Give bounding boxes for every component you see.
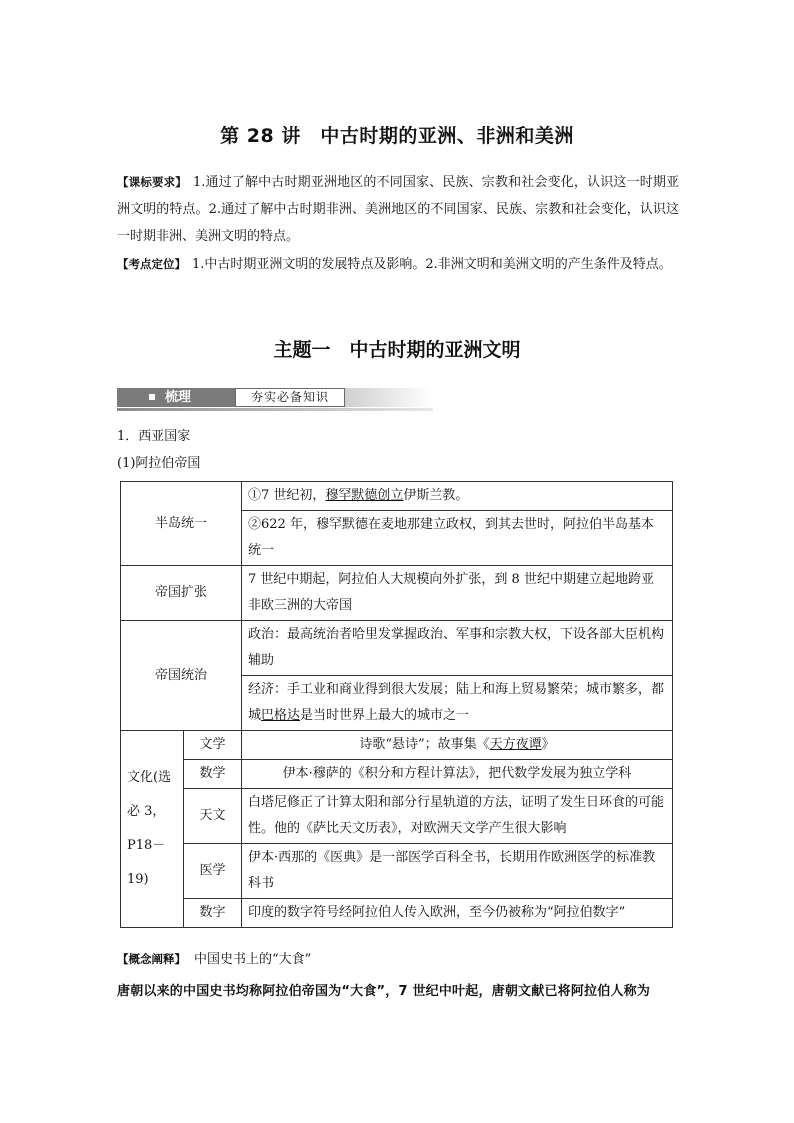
culture-field: 天文	[184, 789, 242, 844]
banner-fade	[345, 388, 433, 407]
concept-text: 中国史书上的“大食”	[194, 952, 312, 967]
culture-field: 数学	[184, 760, 242, 789]
square-bullet-icon	[149, 394, 155, 400]
table-row	[121, 899, 673, 928]
culture-field: 文学	[184, 731, 242, 760]
curriculum-text: 1.通过了解中古时期亚洲地区的不同国家、民族、宗教和社会变化，认识这一时期亚洲文明的特点。2.通过了解中古时期非洲、美洲地区的不同国家、民族、宗教和社会变化，认识这一时期非洲、美洲文明的特点。	[117, 175, 680, 244]
medicine-text: 伊本·西那的《医典》是一部医学百科全书，长期用作欧洲医学的标准教科书	[242, 844, 673, 899]
body-text: 唐朝以来的中国史书均称阿拉伯帝国为“大食”，7 世纪中叶起，唐朝文献已将阿拉伯人称为	[117, 984, 651, 999]
section-banner	[117, 386, 433, 412]
banner-rule	[117, 408, 433, 411]
exam-positioning-tag: 【考点定位】	[117, 257, 186, 271]
row-label-rule: 帝国统治	[121, 621, 242, 731]
curriculum-requirements	[117, 169, 679, 250]
economy-text: 经济：手工业和商业得到很大发展；陆上和海上贸易繁荣；城市繁多，都城巴格达是当时世界上最大的城市之一	[242, 676, 673, 731]
table-row	[121, 621, 673, 676]
literature-text: 诗歌“悬诗”；故事集《天方夜谭》	[242, 731, 673, 760]
expansion-text: 7 世纪中期起，阿拉伯人大规模向外扩张，到 8 世纪中期建立起地跨亚非欧三洲的大帝国	[242, 566, 673, 621]
culture-field: 医学	[184, 844, 242, 899]
table-row	[121, 482, 673, 511]
math-text: 伊本·穆萨的《积分和方程计算法》，把代数学发展为独立学科	[242, 760, 673, 789]
section-heading: 1．西亚国家	[117, 429, 191, 444]
exam-positioning-text: 1.中古时期亚洲文明的发展特点及影响。2.非洲文明和美洲文明的产生条件及特点。	[192, 257, 672, 272]
table-row	[121, 731, 673, 760]
unify-2: ②622 年，穆罕默德在麦地那建立政权，到其去世时，阿拉伯半岛基本统一	[242, 511, 673, 566]
row-label-unify: 半岛统一	[121, 482, 242, 566]
table-row	[121, 789, 673, 844]
concept-tag: 【概念阐释】	[117, 952, 186, 966]
topic-title: 主题一 中古时期的亚洲文明	[273, 339, 521, 361]
table-row	[121, 566, 673, 621]
politics-text: 政治：最高统治者哈里发掌握政治、军事和宗教大权，下设各部大臣机构辅助	[242, 621, 673, 676]
banner-subtitle: 夯实必备知识	[235, 388, 345, 407]
table-row	[121, 760, 673, 789]
table-row	[121, 844, 673, 899]
arab-empire-table	[120, 481, 673, 928]
row-label-culture: 文化(选必 3，P18－19)	[121, 731, 184, 928]
culture-field: 数字	[184, 899, 242, 928]
exam-positioning	[117, 251, 679, 278]
subsection-heading: (1)阿拉伯帝国	[117, 456, 201, 471]
curriculum-tag: 【课标要求】	[117, 175, 187, 189]
row-label-expansion: 帝国扩张	[121, 566, 242, 621]
numerals-text: 印度的数字符号经阿拉伯人传入欧洲，至今仍被称为“阿拉伯数字”	[242, 899, 673, 928]
banner-label: 梳理	[117, 388, 235, 407]
astronomy-text: 白塔尼修正了计算太阳和部分行星轨道的方法，证明了发生日环食的可能性。他的《萨比天文历表》，对欧洲天文学产生很大影响	[242, 789, 673, 844]
concept-explanation	[117, 948, 311, 967]
unify-1: ①7 世纪初，穆罕默德创立伊斯兰教。	[242, 482, 673, 511]
page-title: 第 28 讲 中古时期的亚洲、非洲和美洲	[220, 125, 574, 147]
